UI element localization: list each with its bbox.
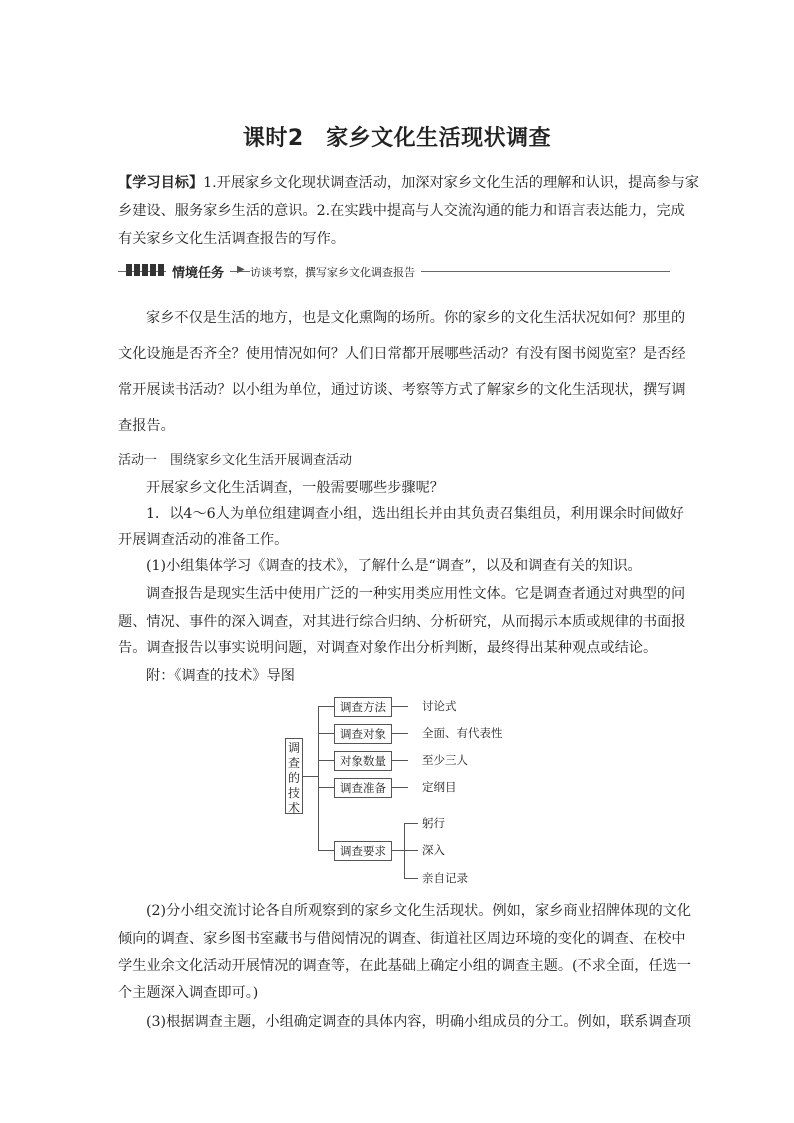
connector (392, 850, 404, 851)
branch-label: 调查要求 (340, 844, 386, 858)
connector (303, 776, 318, 777)
banner-block (150, 264, 156, 276)
intro-line: 查报告。 (118, 418, 175, 434)
sub3-line: (3)根据调查主题，小组确定调查的具体内容，明确小组成员的分工。例如，联系调查项 (146, 1014, 692, 1030)
leaf-label: 全面、有代表性 (422, 726, 503, 740)
banner-subtitle: 访谈考察，撰写家乡文化调查报告 (250, 264, 421, 280)
connector (318, 850, 334, 851)
banner-block (134, 264, 140, 276)
sub2-line: 倾向的调查、家乡图书室藏书与借阅情况的调查、街道社区周边环境的变化的调查、在校中 (118, 931, 686, 947)
sub2-line: (2)分小组交流讨论各自所观察到的家乡文化生活现状。例如，家乡商业招牌体现的文化 (146, 903, 692, 919)
sub2-line: 个主题深入调查即可。) (118, 985, 259, 1001)
banner-tag: 情境任务 (166, 262, 230, 281)
branch-count (334, 751, 392, 771)
leaf-label: 深入 (422, 843, 445, 857)
leaf-label: 亲自记录 (422, 871, 468, 885)
branch-method (334, 697, 392, 717)
page-title: 课时2 家乡文化生活现状调查 (242, 126, 552, 151)
connector (318, 706, 334, 707)
intro-line: 常开展读书活动？以小组为单位，通过访谈、考察等方式了解家乡的文化生活现状，撰写调 (118, 382, 686, 398)
connector (318, 706, 319, 850)
activity-heading: 活动一 围绕家乡文化生活开展调查活动 (118, 453, 353, 468)
mindmap-root-label: 调查的技术 (287, 741, 300, 815)
goal-line-1 (118, 172, 700, 192)
connector (318, 733, 334, 734)
banner-block (158, 264, 164, 276)
connector (392, 787, 408, 788)
connector (404, 823, 418, 824)
branch-label: 调查方法 (340, 700, 386, 714)
leaf-label: 至少三人 (422, 753, 468, 767)
banner-block (142, 264, 148, 276)
leaf-label: 定纲目 (422, 780, 457, 794)
branch-prep (334, 778, 392, 798)
connector (392, 760, 408, 761)
branch-requirements (334, 841, 392, 861)
report-line: 题、情况、事件的深入调查，对其进行综合归纳、分析研究，从而揭示本质或规律的书面报 (118, 614, 686, 630)
connector (404, 850, 418, 851)
task-banner (118, 260, 678, 282)
branch-label: 调查对象 (340, 727, 386, 741)
branch-subject (334, 724, 392, 744)
connector (392, 733, 408, 734)
branch-label: 调查准备 (340, 781, 386, 795)
banner-block (126, 264, 132, 276)
step1-line: 开展调查活动的准备工作。 (118, 532, 289, 548)
step1-line: 1．以4～6人为单位组建调查小组，选出组长并由其负责召集组员，利用课余时间做好 (146, 506, 684, 522)
goal-line-2: 乡建设、服务家乡生活的意识。2.在实践中提高与人交流沟通的能力和语言表达能力，完成 (118, 203, 685, 219)
connector (318, 760, 334, 761)
question: 开展家乡文化生活调查，一般需要哪些步骤呢？ (146, 480, 444, 496)
leaf-label: 讨论式 (422, 699, 457, 713)
goal-label: 【学习目标】 (118, 175, 204, 191)
report-line: 调查报告是现实生活中使用广泛的一种实用类应用性文体。它是调查者通过对典型的问 (146, 586, 686, 602)
connector (392, 706, 408, 707)
sub2-line: 学生业余文化活动开展情况的调查等，在此基础上确定小组的调查主题。(不求全面，任选一 (118, 958, 692, 974)
triangle-right-icon: ▶ (237, 264, 245, 275)
goal-text-1: 1.开展家乡文化现状调查活动，加深对家乡文化生活的理解和认识，提高参与家 (203, 175, 700, 191)
sub1: (1)小组集体学习《调查的技术》，了解什么是“调查”，以及和调查有关的知识。 (146, 558, 642, 574)
branch-label: 对象数量 (340, 754, 386, 768)
goal-line-3: 有关家乡文化生活调查报告的写作。 (118, 231, 346, 247)
mindmap-root (285, 738, 303, 814)
connector (404, 878, 418, 879)
connector (318, 787, 334, 788)
intro-line: 家乡不仅是生活的地方，也是文化熏陶的场所。你的家乡的文化生活状况如何？那里的 (146, 310, 686, 326)
appendix-caption: 附：《调查的技术》导图 (146, 668, 295, 684)
report-line: 告。调查报告以事实说明问题，对调查对象作出分析判断，最终得出某种观点或结论。 (118, 640, 658, 656)
intro-line: 文化设施是否齐全？使用情况如何？人们日常都开展哪些活动？有没有图书阅览室？是否经 (118, 346, 686, 362)
leaf-label: 躬行 (422, 816, 445, 830)
